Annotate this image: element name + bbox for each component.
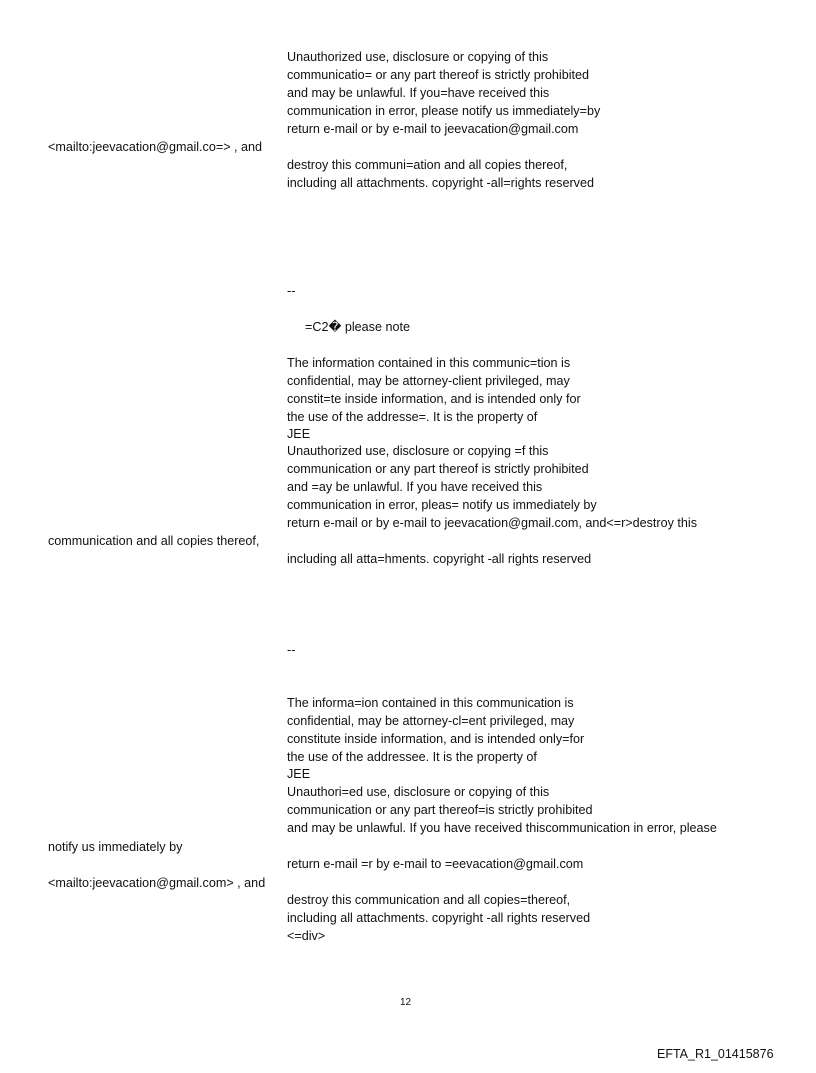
text-line: constitute inside information, and is intended only=for <box>287 732 585 746</box>
text-line: constit=te inside information, and is intended only for <box>287 392 581 406</box>
text-line: JEE <box>287 427 311 441</box>
text-line: Unauthorized use, disclosure or copying of this <box>287 50 549 64</box>
text-line: return e-mail =r by e-mail to =eevacation@gmail.com <box>287 857 584 871</box>
text-line: notify us immediately by <box>48 840 183 854</box>
text-line: destroy this communi=ation and all copies thereof, <box>287 158 568 172</box>
text-line: communication or any part thereof is strictly prohibited <box>287 462 589 476</box>
text-line: <mailto:jeevacation@gmail.com> , and <box>48 876 266 890</box>
text-line: communication and all copies thereof, <box>48 534 260 548</box>
text-line: including all attachments. copyright -all rights reserved <box>287 911 591 925</box>
text-line: including all attachments. copyright -all=rights reserved <box>287 176 594 190</box>
text-line: communication in error, pleas= notify us immediately by <box>287 498 597 512</box>
text-line: return e-mail or by e-mail to jeevacation@gmail.com <box>287 122 579 136</box>
text-line: confidential, may be attorney-client privileged, may <box>287 374 570 388</box>
text-line: communicatio= or any part thereof is strictly prohibited <box>287 68 590 82</box>
text-line: <mailto:jeevacation@gmail.co=> , and <box>48 140 263 154</box>
text-line: and =ay be unlawful. If you have received this <box>287 480 543 494</box>
document-id-footer: EFTA_R1_01415876 <box>657 1047 774 1061</box>
page-number: 12 <box>400 997 412 1008</box>
text-line: and may be unlawful. If you=have received this <box>287 86 550 100</box>
text-line: the use of the addresse=. It is the property of <box>287 410 538 424</box>
text-line: return e-mail or by e-mail to jeevacation@gmail.com, and<=r>destroy this <box>287 516 698 530</box>
text-line: destroy this communication and all copies=thereof, <box>287 893 571 907</box>
text-line: =C2� please note <box>305 320 410 334</box>
text-line: communication or any part thereof=is strictly prohibited <box>287 803 593 817</box>
separator-line: -- <box>287 643 296 657</box>
text-line: including all atta=hments. copyright -all rights reserved <box>287 552 592 566</box>
text-line: communication in error, please notify us immediately=by <box>287 104 601 118</box>
separator-line: -- <box>287 284 296 298</box>
text-line: Unauthorized use, disclosure or copying =f this <box>287 444 549 458</box>
text-line: and may be unlawful. If you have received thiscommunication in error, please <box>287 821 717 835</box>
text-line: <=div> <box>287 929 326 943</box>
text-line: Unauthori=ed use, disclosure or copying of this <box>287 785 550 799</box>
text-line: the use of the addressee. It is the property of <box>287 750 537 764</box>
text-line: The informa=ion contained in this communication is <box>287 696 574 710</box>
text-line: JEE <box>287 767 311 781</box>
text-line: confidential, may be attorney-cl=ent privileged, may <box>287 714 575 728</box>
text-line: The information contained in this communic=tion is <box>287 356 571 370</box>
